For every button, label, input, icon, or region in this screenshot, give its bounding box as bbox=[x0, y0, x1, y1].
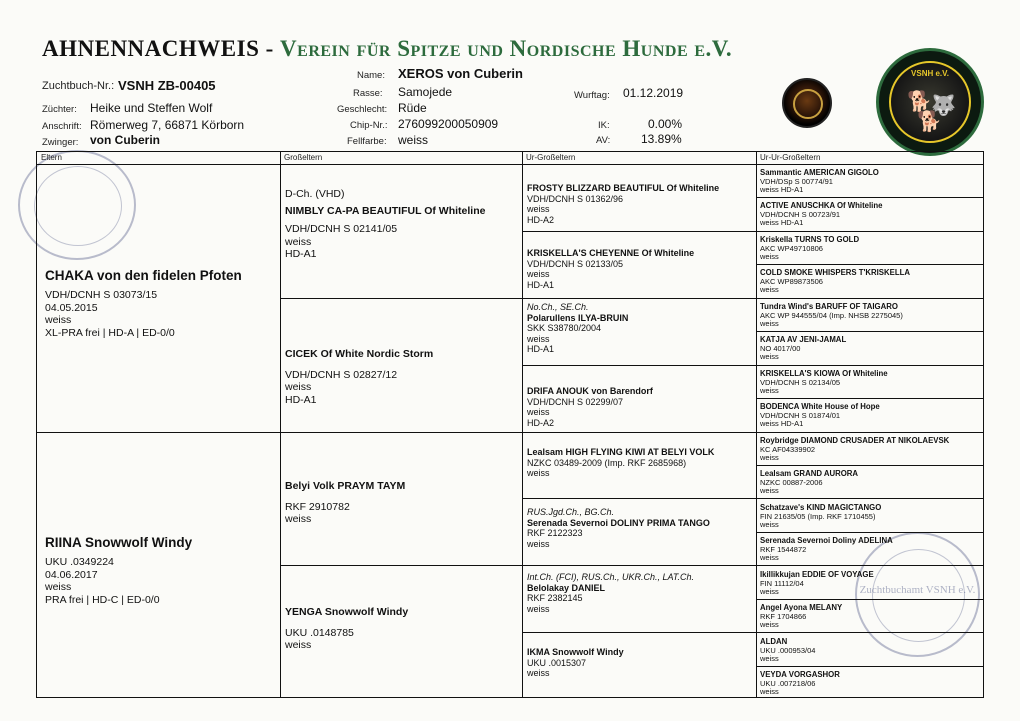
gggp-divider bbox=[756, 398, 983, 399]
ggp-reg: VDH/DCNH S 02133/05 bbox=[527, 258, 624, 269]
gggp-2 bbox=[760, 202, 882, 228]
dog-name-value: XEROS von Cuberin bbox=[398, 66, 523, 81]
gggp-name: Schatzave's KIND MAGICTANGO bbox=[760, 503, 882, 512]
grandparent-health: HD-A1 bbox=[285, 393, 317, 406]
gggp-extra: weiss bbox=[760, 386, 779, 396]
breed-emblem-logo bbox=[782, 78, 832, 128]
gggp-reg: RKF 1704866 bbox=[760, 611, 807, 621]
gggp-name: KRISKELLA'S KIOWA Of Whiteline bbox=[760, 369, 888, 378]
gggp-extra: weiss HD-A1 bbox=[760, 419, 804, 429]
gggp-8 bbox=[760, 403, 880, 429]
gggp-extra: weiss bbox=[760, 520, 779, 530]
grandparent-divider bbox=[280, 565, 983, 566]
ggp-color: weiss bbox=[527, 468, 550, 478]
gggp-reg: UKU .007218/06 bbox=[760, 678, 816, 688]
ggp-reg: NZKC 03489-2009 (Imp. RKF 2685968) bbox=[527, 457, 687, 468]
grandparent-reg: UKU .0148785 bbox=[285, 626, 354, 639]
gggp-reg: UKU .000953/04 bbox=[760, 645, 816, 655]
wurftag-label: Wurftag: bbox=[574, 90, 610, 101]
ggp-title: No.Ch., SE.Ch. bbox=[527, 302, 589, 312]
zuchtbuch-value: VSNH ZB-00405 bbox=[118, 78, 216, 93]
ggp-divider bbox=[522, 231, 983, 232]
document-title: AHNENNACHWEIS - Verein für Spitze und Nordische Hunde e.V. bbox=[42, 36, 733, 61]
grandparent-health: HD-A1 bbox=[285, 248, 317, 260]
great-grandparent-5 bbox=[527, 447, 714, 479]
rasse-value: Samojede bbox=[398, 85, 453, 99]
gggp-name: BODENCA White House of Hope bbox=[760, 402, 880, 411]
ik-value: 0.00% bbox=[648, 117, 683, 131]
ggp-health: HD-A1 bbox=[527, 344, 555, 354]
gggp-name: Tundra Wind's BARUFF OF TAIGARO bbox=[760, 302, 898, 311]
grandparent-name: Belyi Volk PRAYM TAYM bbox=[285, 480, 406, 492]
gggp-name: ACTIVE ANUSCHKA Of Whiteline bbox=[760, 201, 883, 210]
ggp-reg: UKU .0015307 bbox=[527, 657, 587, 668]
gggp-extra: weiss HD-A1 bbox=[760, 218, 804, 228]
col-divider bbox=[280, 152, 281, 697]
parent-reg: UKU .0349224 bbox=[45, 556, 114, 568]
ggp-name: FROSTY BLIZZARD BEAUTIFUL Of Whiteline bbox=[527, 183, 720, 193]
dog-icon: 🐺 bbox=[931, 95, 956, 117]
ggp-color: weiss bbox=[527, 407, 550, 417]
great-grandparent-7 bbox=[527, 572, 694, 614]
gggp-reg: NO 4017/00 bbox=[760, 343, 801, 353]
ggp-reg: VDH/DCNH S 02299/07 bbox=[527, 396, 624, 407]
gggp-reg: AKC WP 944555/04 (Imp. NHSB 2275045) bbox=[760, 310, 903, 320]
gggp-9 bbox=[760, 437, 949, 463]
ggp-title: RUS.Jgd.Ch., BG.Ch. bbox=[527, 507, 615, 517]
parent-sire bbox=[45, 268, 242, 339]
gggp-divider bbox=[756, 666, 983, 667]
pedigree-table bbox=[36, 151, 984, 698]
gggp-extra: weiss HD-A1 bbox=[760, 185, 804, 195]
gggp-name: KATJA AV JENI-JAMAL bbox=[760, 335, 847, 344]
geschlecht-label: Geschlecht: bbox=[337, 104, 388, 115]
col-divider bbox=[522, 152, 523, 697]
gggp-12 bbox=[760, 537, 893, 563]
grandparent-3 bbox=[285, 480, 405, 526]
grandparent-reg: VDH/DCNH S 02827/12 bbox=[285, 368, 398, 381]
great-grandparent-4 bbox=[527, 386, 653, 428]
gggp-name: COLD SMOKE WHISPERS T'KRISKELLA bbox=[760, 268, 910, 277]
col-divider bbox=[756, 152, 757, 697]
grandparent-reg: VDH/DCNH S 02141/05 bbox=[285, 223, 398, 235]
parent-reg: VDH/DCNH S 03073/15 bbox=[45, 289, 158, 301]
grandparent-color: weiss bbox=[285, 639, 312, 651]
ggp-reg: VDH/DCNH S 01362/96 bbox=[527, 193, 624, 204]
ggp-divider bbox=[522, 632, 983, 633]
gggp-15 bbox=[760, 638, 815, 664]
gggp-4 bbox=[760, 269, 910, 295]
ggp-color: weiss bbox=[527, 333, 550, 344]
parent-dob: 04.05.2015 bbox=[45, 301, 98, 314]
grandparent-1 bbox=[285, 188, 485, 261]
gggp-7 bbox=[760, 370, 888, 396]
great-grandparent-6 bbox=[527, 507, 710, 549]
parent-divider bbox=[37, 432, 983, 433]
gggp-name: Roybridge DIAMOND CRUSADER AT NIKOLAEVSK bbox=[760, 436, 950, 445]
grandparent-4 bbox=[285, 606, 408, 652]
parent-color: weiss bbox=[45, 581, 72, 593]
gggp-reg: AKC WP89873506 bbox=[760, 276, 823, 286]
gggp-reg: FIN 11112/04 bbox=[760, 578, 804, 588]
gggp-extra: weiss bbox=[760, 285, 779, 295]
zuchtbuch-label: Zuchtbuch-Nr.: bbox=[42, 80, 115, 92]
gggp-5 bbox=[760, 303, 903, 329]
parent-dob: 04.06.2017 bbox=[45, 568, 98, 581]
col-header-ururgrosseltern: Ur-Ur-Großeltern bbox=[760, 153, 821, 162]
club-logo-text: VSNH e.V. bbox=[911, 69, 949, 78]
grandparent-divider bbox=[280, 298, 983, 299]
gggp-reg: KC AF04339902 bbox=[760, 444, 816, 454]
parent-dam bbox=[45, 535, 192, 606]
parent-name: RIINA Snowwolf Windy bbox=[45, 535, 193, 550]
gggp-reg: FIN 21635/05 (Imp. RKF 1710455) bbox=[760, 511, 876, 521]
grandparent-name: NIMBLY CA-PA BEAUTIFUL Of Whiteline bbox=[285, 204, 486, 217]
stamp-right-text: Zuchtbuchamt VSNH e.V. bbox=[859, 584, 976, 596]
geschlecht-value: Rüde bbox=[398, 101, 427, 115]
anschrift-label: Anschrift: bbox=[42, 121, 82, 132]
gggp-extra: weiss bbox=[760, 587, 779, 597]
gggp-reg: VDH/DCNH S 01874/01 bbox=[760, 410, 841, 420]
rasse-label: Rasse: bbox=[353, 88, 383, 99]
emblem-ring bbox=[793, 89, 823, 119]
grandparent-color: weiss bbox=[285, 381, 312, 393]
col-header-grosseltern: Großeltern bbox=[284, 153, 323, 162]
name-label: Name: bbox=[357, 70, 385, 81]
gggp-extra: weiss bbox=[760, 453, 779, 463]
gggp-extra: weiss bbox=[760, 486, 779, 496]
ik-label: IK: bbox=[598, 120, 610, 131]
ggp-color: weiss bbox=[527, 538, 550, 549]
ggp-color: weiss bbox=[527, 269, 550, 279]
gggp-name: Serenada Severnoi Doliny ADELINA bbox=[760, 536, 893, 545]
ggp-color: weiss bbox=[527, 668, 550, 678]
zwinger-label: Zwinger: bbox=[42, 137, 79, 148]
gggp-reg: VDH/DSp S 00774/91 bbox=[760, 176, 833, 186]
great-grandparent-3 bbox=[527, 302, 628, 355]
ggp-reg: RKF 2122323 bbox=[527, 528, 583, 538]
fellfarbe-value: weiss bbox=[398, 133, 429, 147]
grandparent-color: weiss bbox=[285, 513, 312, 525]
grandparent-title: D-Ch. (VHD) bbox=[285, 188, 345, 200]
gggp-extra: weiss bbox=[760, 553, 779, 563]
ggp-title: Int.Ch. (FCI), RUS.Ch., UKR.Ch., LAT.Ch. bbox=[527, 572, 695, 582]
ggp-name: Lealsam HIGH FLYING KIWI AT BELYI VOLK bbox=[527, 447, 715, 457]
av-label: AV: bbox=[596, 135, 611, 146]
ggp-divider bbox=[522, 365, 983, 366]
zuechter-value: Heike und Steffen Wolf bbox=[90, 101, 213, 115]
gggp-reg: VDH/DCNH S 00723/91 bbox=[760, 209, 841, 219]
gggp-divider bbox=[756, 532, 983, 533]
fellfarbe-label: Fellfarbe: bbox=[347, 136, 387, 147]
club-logo bbox=[876, 48, 984, 156]
gggp-6 bbox=[760, 336, 846, 362]
ggp-color: weiss bbox=[527, 204, 550, 214]
ggp-divider bbox=[522, 498, 983, 499]
parent-color: weiss bbox=[45, 314, 72, 326]
ggp-health: HD-A2 bbox=[527, 214, 555, 225]
gggp-divider bbox=[756, 599, 983, 600]
ggp-reg: RKF 2382145 bbox=[527, 593, 583, 603]
gggp-extra: weiss bbox=[760, 252, 779, 262]
great-grandparent-8 bbox=[527, 647, 624, 679]
chip-value: 276099200050909 bbox=[398, 117, 499, 131]
anschrift-value: Römerweg 7, 66871 Körborn bbox=[90, 118, 245, 132]
chip-label: Chip-Nr.: bbox=[350, 120, 388, 131]
grandparent-2 bbox=[285, 348, 433, 406]
gggp-divider bbox=[756, 331, 983, 332]
gggp-extra: weiss bbox=[760, 620, 779, 630]
gggp-3 bbox=[760, 236, 859, 262]
gggp-divider bbox=[756, 465, 983, 466]
gggp-divider bbox=[756, 197, 983, 198]
ggp-name: Serenada Severnoi DOLINY PRIMA TANGO bbox=[527, 517, 710, 528]
gggp-13 bbox=[760, 571, 874, 597]
gggp-1 bbox=[760, 169, 879, 195]
gggp-divider bbox=[756, 264, 983, 265]
av-value: 13.89% bbox=[641, 132, 682, 146]
parent-name: CHAKA von den fidelen Pfoten bbox=[45, 268, 242, 283]
header-divider bbox=[37, 164, 983, 165]
gggp-10 bbox=[760, 470, 858, 496]
grandparent-color: weiss bbox=[285, 235, 312, 248]
dog-icon: 🐕 bbox=[907, 91, 932, 113]
gggp-14 bbox=[760, 604, 842, 630]
wurftag-value: 01.12.2019 bbox=[623, 86, 684, 100]
ggp-color: weiss bbox=[527, 603, 550, 614]
gggp-name: VEYDA VORGASHOR bbox=[760, 670, 840, 679]
gggp-name: Lealsam GRAND AURORA bbox=[760, 469, 859, 478]
parent-health: PRA frei | HD-C | ED-0/0 bbox=[45, 593, 160, 606]
great-grandparent-2 bbox=[527, 248, 694, 290]
gggp-name: Ikillikkujan EDDIE OF VOYAGE bbox=[760, 570, 874, 579]
great-grandparent-1 bbox=[527, 183, 719, 225]
gggp-name: ALDAN bbox=[760, 637, 788, 646]
club-logo-inner bbox=[889, 61, 971, 143]
gggp-reg: RKF 1544872 bbox=[760, 544, 807, 554]
gggp-extra: weiss bbox=[760, 654, 779, 664]
gggp-16 bbox=[760, 671, 840, 697]
ggp-name: KRISKELLA'S CHEYENNE Of Whiteline bbox=[527, 248, 695, 258]
gggp-11 bbox=[760, 504, 881, 530]
ggp-health: HD-A2 bbox=[527, 417, 555, 428]
ggp-health: HD-A1 bbox=[527, 279, 555, 290]
col-header-urgrosseltern: Ur-Großeltern bbox=[526, 153, 576, 162]
ggp-name: Belolakay DANIEL bbox=[527, 582, 606, 593]
gggp-reg: AKC WP49710806 bbox=[760, 243, 823, 253]
gggp-extra: weiss bbox=[760, 352, 779, 362]
gggp-reg: NZKC 00887-2006 bbox=[760, 477, 823, 487]
dog-icon: 🐕 bbox=[917, 111, 942, 133]
grandparent-reg: RKF 2910782 bbox=[285, 500, 350, 513]
gggp-extra: weiss bbox=[760, 319, 779, 329]
grandparent-name: YENGA Snowwolf Windy bbox=[285, 606, 409, 618]
ggp-name: DRIFA ANOUK von Barendorf bbox=[527, 386, 653, 396]
gggp-name: Sammantic AMERICAN GIGOLO bbox=[760, 168, 879, 177]
gggp-reg: VDH/DCNH S 02134/05 bbox=[760, 377, 841, 387]
ggp-reg: SKK S38780/2004 bbox=[527, 323, 602, 333]
grandparent-name: CICEK Of White Nordic Storm bbox=[285, 348, 434, 360]
zwinger-value: von Cuberin bbox=[90, 133, 161, 147]
gggp-extra: weiss bbox=[760, 687, 779, 697]
ggp-name: Polarullens ILYA-BRUIN bbox=[527, 312, 629, 323]
zuechter-label: Züchter: bbox=[42, 104, 77, 115]
parent-health: XL-PRA frei | HD-A | ED-0/0 bbox=[45, 326, 175, 339]
ggp-name: IKMA Snowwolf Windy bbox=[527, 647, 624, 657]
col-header-eltern: Eltern bbox=[41, 153, 62, 162]
gggp-name: Angel Ayona MELANY bbox=[760, 603, 843, 612]
gggp-name: Kriskella TURNS TO GOLD bbox=[760, 235, 860, 244]
